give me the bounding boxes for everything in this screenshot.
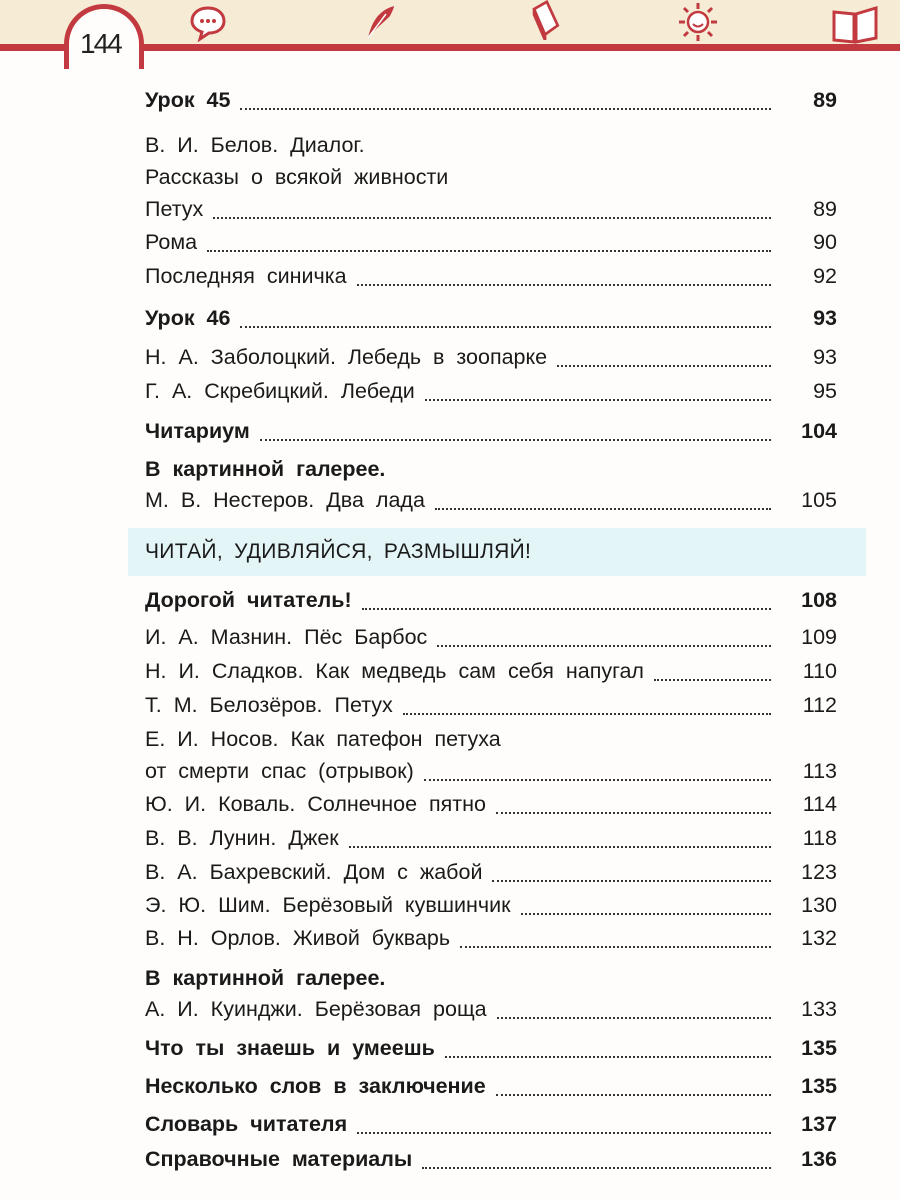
dot-leader	[460, 946, 771, 948]
dot-leader	[654, 679, 771, 681]
dot-leader	[213, 217, 771, 219]
toc-entry	[145, 759, 837, 789]
dot-leader	[424, 779, 771, 781]
dot-leader	[445, 1056, 771, 1058]
toc-entry-page: 104	[801, 419, 837, 443]
toc-entry	[145, 197, 837, 227]
dot-leader	[492, 880, 771, 882]
toc-entry-title: Петух	[145, 197, 204, 221]
toc-entry-title: Справочные материалы	[145, 1147, 413, 1171]
dot-leader	[521, 913, 772, 915]
toc-entry	[145, 1112, 837, 1142]
toc-entry-title: Н. И. Сладков. Как медведь сам себя напугал	[145, 659, 644, 683]
toc-entry	[145, 826, 837, 856]
toc-entry	[145, 379, 837, 409]
toc-entry-title: Г. А. Скребицкий. Лебеди	[145, 379, 415, 403]
toc-entry	[145, 165, 837, 195]
toc-entry-title: Несколько слов в заключение	[145, 1074, 486, 1098]
toc-entry	[145, 306, 837, 336]
toc-entry-page: 108	[801, 588, 837, 612]
page-number: 144	[80, 28, 121, 59]
toc-entry-page: 135	[801, 1036, 837, 1060]
dot-leader	[240, 108, 771, 110]
toc-entry-page: 113	[802, 759, 837, 783]
toc-entry-page: 133	[801, 997, 837, 1021]
dot-leader	[240, 326, 771, 328]
toc-entry	[145, 1074, 837, 1104]
toc-entry-title: от смерти спас (отрывок)	[145, 759, 414, 783]
toc-entry-title: Словарь читателя	[145, 1112, 348, 1136]
dot-leader	[422, 1167, 771, 1169]
toc-entry	[145, 693, 837, 723]
dot-leader	[497, 1017, 771, 1019]
toc-entry-title: В картинной галерее.	[145, 966, 386, 990]
toc-entry-page: 92	[813, 264, 837, 288]
toc-entry-title: Урок 46	[145, 306, 231, 330]
toc-entry-page: 112	[802, 693, 837, 717]
toc-entry	[145, 88, 837, 118]
speech-bubble-icon	[188, 2, 228, 42]
section-banner-title: ЧИТАЙ, УДИВЛЯЙСЯ, РАЗМЫШЛЯЙ!	[145, 540, 532, 563]
toc-entry	[145, 966, 837, 996]
toc-entry-page: 110	[802, 659, 837, 683]
toc-entry-title: В. Н. Орлов. Живой букварь	[145, 926, 451, 950]
dot-leader	[349, 846, 771, 848]
toc-entry	[145, 488, 837, 518]
toc-entry-title: В. А. Бахревский. Дом с жабой	[145, 860, 483, 884]
feather-icon	[360, 2, 400, 42]
toc-entry-title: Читариум	[145, 419, 250, 443]
toc-entry	[145, 893, 837, 923]
dot-leader	[362, 608, 771, 610]
dot-leader	[496, 1094, 771, 1096]
toc-entry	[145, 792, 837, 822]
toc-entry-title: Ю. И. Коваль. Солнечное пятно	[145, 792, 486, 816]
open-book-icon	[830, 4, 880, 44]
toc-entry-page: 135	[801, 1074, 837, 1098]
toc-entry-page: 93	[813, 345, 837, 369]
toc-entry-page: 89	[813, 88, 837, 112]
dot-leader	[403, 713, 771, 715]
dot-leader	[496, 812, 771, 814]
toc-entry	[145, 419, 837, 449]
toc-entry-page: 89	[813, 197, 837, 221]
toc-entry-page: 93	[813, 306, 837, 330]
toc-entry-page: 105	[801, 488, 837, 512]
toc-entry	[145, 264, 837, 294]
dot-leader	[260, 439, 771, 441]
toc-entry-title: В. В. Лунин. Джек	[145, 826, 339, 850]
toc-entry	[145, 1036, 837, 1066]
toc-entry-page: 118	[802, 826, 837, 850]
toc-entry-title: М. В. Нестеров. Два лада	[145, 488, 425, 512]
dot-leader	[357, 1132, 771, 1134]
toc-entry-title: Последняя синичка	[145, 264, 347, 288]
toc-entry-page: 132	[801, 926, 837, 950]
toc-entry-title: Рассказы о всякой живности	[145, 165, 449, 189]
toc-entry	[145, 926, 837, 956]
toc-entry-title: И. А. Мазнин. Пёс Барбос	[145, 625, 428, 649]
toc-entry-title: Т. М. Белозёров. Петух	[145, 693, 393, 717]
dot-leader	[425, 399, 771, 401]
toc-entry	[145, 345, 837, 375]
toc-entry-page: 123	[801, 860, 837, 884]
toc-entry-title: В. И. Белов. Диалог.	[145, 133, 365, 157]
toc-entry-page: 95	[813, 379, 837, 403]
toc-entry-title: Что ты знаешь и умеешь	[145, 1036, 435, 1060]
dot-leader	[437, 645, 771, 647]
sun-icon	[678, 2, 718, 42]
section-banner	[128, 528, 866, 576]
toc-entry-title: Н. А. Заболоцкий. Лебедь в зоопарке	[145, 345, 548, 369]
toc-entry-page: 109	[801, 625, 837, 649]
toc-entry	[145, 1147, 837, 1177]
toc-entry	[145, 133, 837, 163]
toc-entry-title: В картинной галерее.	[145, 457, 386, 481]
dot-leader	[557, 365, 771, 367]
toc-entry-title: Урок 45	[145, 88, 231, 112]
toc-entry-page: 137	[801, 1112, 837, 1136]
toc-entry-title: Е. И. Носов. Как патефон петуха	[145, 727, 501, 751]
toc-entry-title: А. И. Куинджи. Берёзовая роща	[145, 997, 487, 1021]
book-icon	[525, 0, 565, 40]
dot-leader	[357, 284, 771, 286]
toc-entry-page: 90	[813, 230, 837, 254]
toc-entry	[145, 625, 837, 655]
toc-entry	[145, 659, 837, 689]
toc-entry	[145, 997, 837, 1027]
toc-entry-title: Дорогой читатель!	[145, 588, 352, 612]
toc-entry	[145, 457, 837, 487]
toc-entry	[145, 727, 837, 757]
toc-entry	[145, 588, 837, 618]
dot-leader	[435, 508, 771, 510]
toc-entry-page: 136	[801, 1147, 837, 1171]
toc-entry	[145, 860, 837, 890]
dot-leader	[207, 250, 771, 252]
toc-entry-title: Рома	[145, 230, 198, 254]
toc-entry-title: Э. Ю. Шим. Берёзовый кувшинчик	[145, 893, 511, 917]
toc-entry	[145, 230, 837, 260]
toc-entry-page: 130	[801, 893, 837, 917]
toc-entry-page: 114	[802, 792, 837, 816]
